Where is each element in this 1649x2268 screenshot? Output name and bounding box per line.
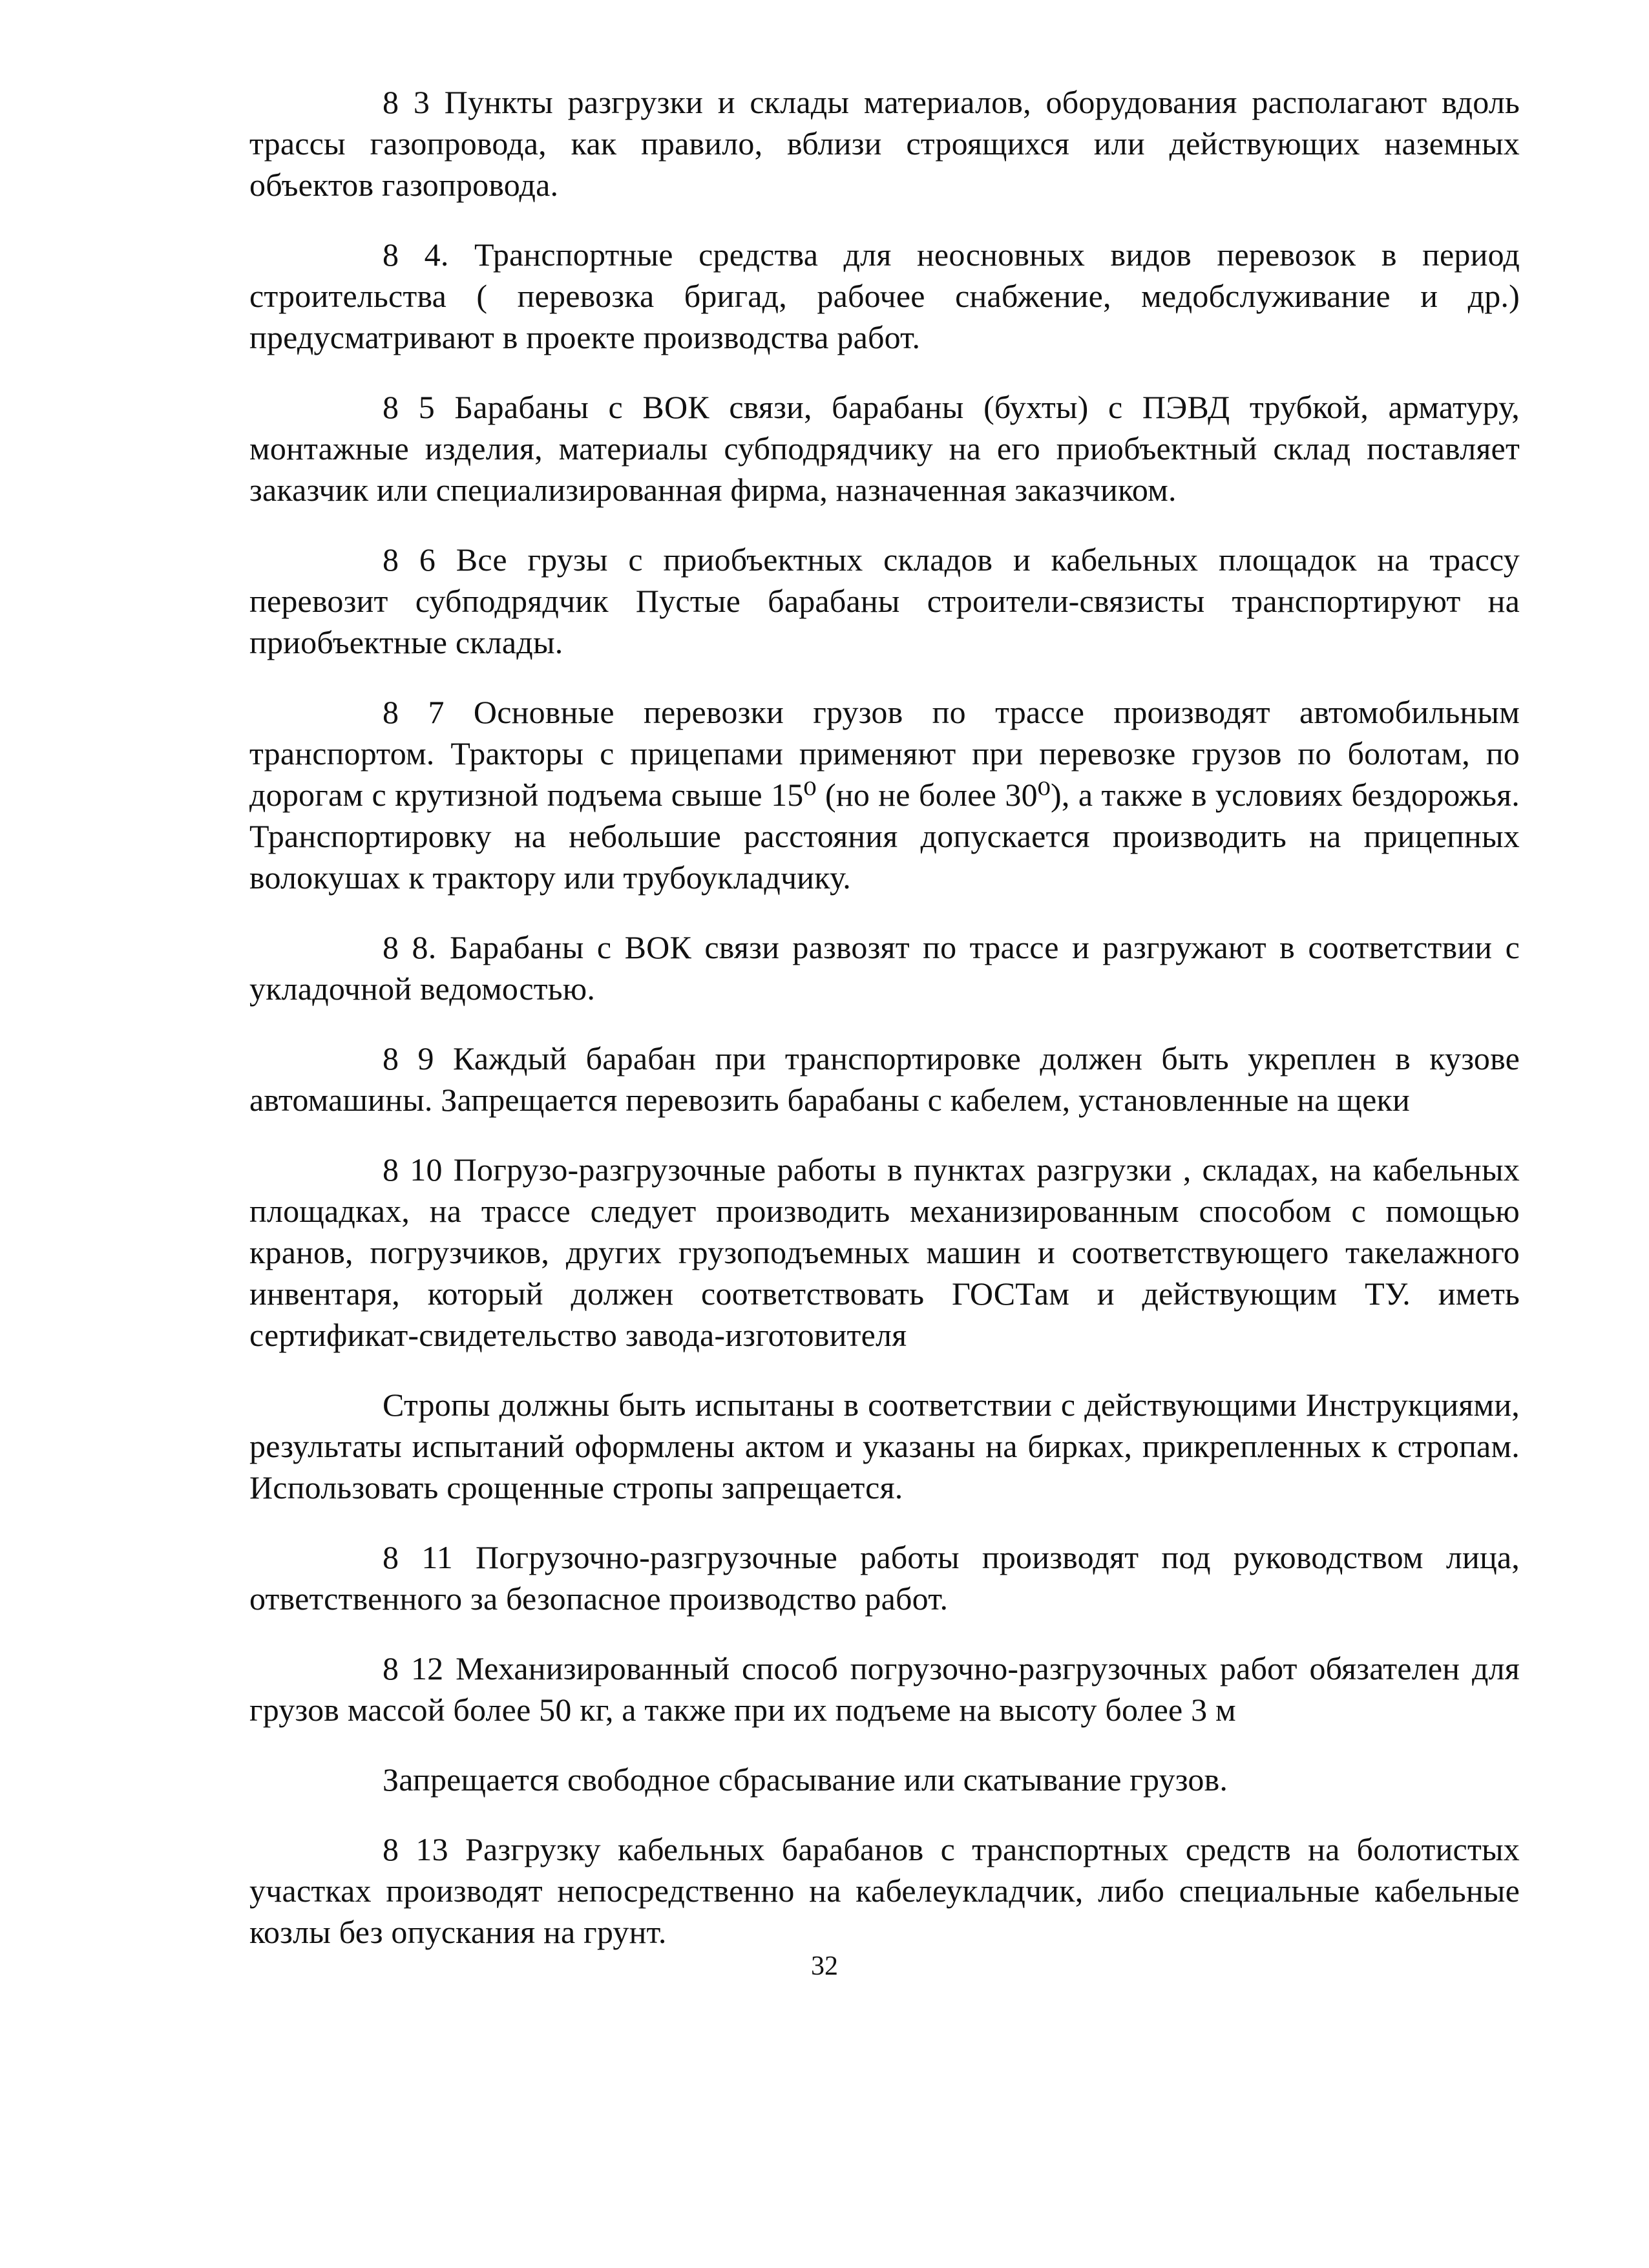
paragraph-8-3: 8 3 Пункты разгрузки и склады материалов, оборудования располагают вдоль трассы газопровода, как правило, вблизи строящихся или действующих наземных объектов газопровода. xyxy=(249,84,1520,203)
paragraph-8-11: 8 11 Погрузочно-разгрузочные работы производят под руководством лица, ответственного за безопасное производство работ. xyxy=(249,1539,1520,1617)
page-number: 32 xyxy=(811,1951,838,1981)
paragraph-8-13: 8 13 Разгрузку кабельных барабанов с транспортных средств на болотистых участках производят непосредственно на кабелеукладчик, либо специальные кабельные козлы без опускания на грунт. xyxy=(249,1831,1520,1950)
document-body xyxy=(249,81,1520,1981)
paragraph-8-4: 8 4. Транспортные средства для неосновных видов перевозок в период строительства ( перевозка бригад, рабочее снабжение, медобслуживание и др.) предусматривают в проекте производства работ. xyxy=(249,236,1520,355)
paragraph-8-6: 8 6 Все грузы с приобъектных складов и кабельных площадок на трассу перевозит субподрядчик Пустые барабаны строители-связисты транспортируют на приобъектные склады. xyxy=(249,541,1520,660)
paragraph-8-5: 8 5 Барабаны с ВОК связи, барабаны (бухты) с ПЭВД трубкой, арматуру, монтажные изделия, материалы субподрядчику на его приобъектный склад поставляет заказчик или специализированная фирма, назначенная заказчиком. xyxy=(249,389,1520,508)
paragraph-8-8: 8 8. Барабаны с ВОК связи развозят по трассе и разгружают в соответствии с укладочной ведомостью. xyxy=(249,929,1520,1007)
paragraph-8-12: 8 12 Механизированный способ погрузочно-разгрузочных работ обязателен для грузов массой более 50 кг, а также при их подъеме на высоту более 3 м xyxy=(249,1650,1520,1728)
paragraph-prohibition: Запрещается свободное сбрасывание или скатывание грузов. xyxy=(383,1761,1228,1798)
paragraph-8-10: 8 10 Погрузо-разгрузочные работы в пунктах разгрузки , складах, на кабельных площадках, на трассе следует производить механизированным способом с помощью кранов, погрузчиков, других грузоподъемных машин и соответствующего такелажного инвентаря, который должен соответствовать ГОСТам и действующим ТУ. иметь сертификат-свидетельство завода-изготовителя xyxy=(249,1151,1520,1353)
paragraph-slings: Стропы должны быть испытаны в соответствии с действующими Инструкциями, результаты испытаний оформлены актом и указаны на бирках, прикрепленных к стропам. Использовать срощенные стропы запрещается. xyxy=(249,1387,1520,1506)
paragraph-8-9: 8 9 Каждый барабан при транспортировке должен быть укреплен в кузове автомашины. Запрещается перевозить барабаны с кабелем, установленные на щеки xyxy=(249,1040,1520,1118)
paragraph-8-7: 8 7 Основные перевозки грузов по трассе производят автомобильным транспортом. Тракторы с прицепами применяют при перевозке грузов по болотам, по дорогам с крутизной подъема свыше 15⁰ (но не более 30⁰), а также в условиях бездорожья. Транспортировку на небольшие расстояния допускается производить на прицепных волокушах к трактору или трубоукладчику. xyxy=(249,694,1520,896)
